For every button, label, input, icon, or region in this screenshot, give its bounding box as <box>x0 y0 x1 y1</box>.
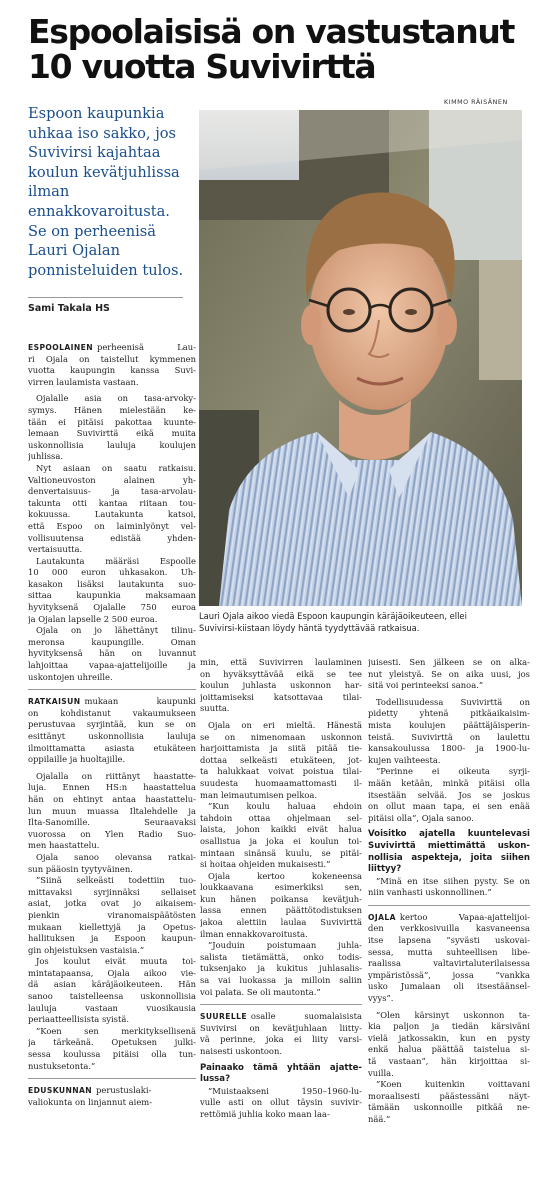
photo-caption <box>199 610 529 634</box>
paragraph-line: se on nimenomaan uskonnon <box>200 731 362 742</box>
paragraph-line: laista, johon kaikki eivät halua <box>200 824 362 835</box>
section-kicker: ESPOOLAINEN <box>28 343 93 352</box>
paragraph-line: ”Jouduin poistumaan juhla- <box>208 940 362 951</box>
kicker-continuation: kertoo Vapaa-ajattelijoi- <box>399 911 530 922</box>
paragraph-line: tahdoin ottaa ohjelmaan sel- <box>200 812 362 823</box>
paragraph-line: on ollut maan tapa, ei sen enää <box>368 801 530 812</box>
paragraph-line: sitä voi perinteeksi sanoa.” <box>368 680 484 691</box>
paragraph-line: vertaisuutta. <box>28 544 83 555</box>
interview-question-line: lussa? <box>200 1074 231 1085</box>
kicker-continuation: mukaan kaupunki <box>84 696 196 707</box>
paragraph-line: hyvityksensä hän on luvannut <box>28 648 196 659</box>
paragraph-line: usko Jumalaan oli itsestäänsel- <box>368 981 530 992</box>
paragraph-line: joittamiseksi katsottavaa tilai- <box>200 691 362 702</box>
paragraph-line: sa vai luokassa ja milloin saliin <box>200 975 362 986</box>
paragraph-line: tuksenjako ja kukitus juhlasalis- <box>200 963 362 974</box>
paragraph-line: uskonnollisia lauluja koulujen <box>28 439 196 450</box>
lead-line: Suvivirsi kajahtaa <box>28 144 161 162</box>
kicker-continuation: perustuslaki- <box>96 1085 152 1096</box>
paragraph-line: virren laulamista vastaan. <box>28 376 139 387</box>
paragraph-line: ri Ojala on taistellut kymmenen <box>28 353 196 364</box>
kicker-continuation: osalle suomalaisista <box>250 1011 362 1022</box>
caption-line: Suvivirsi-kiistaan löydy häntä tyydyttävää ratkaisua. <box>199 623 420 633</box>
paragraph-line: on hyväksyttävää eikä se tee <box>200 668 362 679</box>
paragraph-line: jakoa alettiin laulaa Suvivirttä <box>200 917 362 928</box>
paragraph-line: on kohdistanut vakaumukseen <box>28 707 196 718</box>
paragraph-line: ”Koen kuitenkin voittavani <box>376 1079 530 1090</box>
paragraph-line: ta halukkaat voivat poistua tilai- <box>200 766 362 777</box>
paragraph-line: lun muun muassa Iltalehdelle ja <box>28 805 196 816</box>
paragraph-line: esittänyt uskonnollisia lauluja <box>28 731 196 741</box>
paragraph-line: sun pääosin tyytyväinen. <box>28 863 133 874</box>
paragraph-line: mään ketään, minkä pitäisi olla <box>368 777 530 788</box>
section-kicker: EDUSKUNNAN <box>28 1086 92 1096</box>
lead-line: koulun kevätjuhlissa <box>28 163 180 181</box>
paragraph-line: ilmoittamatta asiasta etukäteen <box>28 742 196 753</box>
paragraph-line: sittaa kaupunkia maksamaan <box>28 590 196 601</box>
paragraph-line: dä asian käräjäoikeuteen. Hän <box>28 979 196 990</box>
paragraph-line: dottaa selkeästi etukäteen, jot- <box>200 754 362 765</box>
paragraph-line: ympäristössä”, jossa ”vankka <box>368 969 530 980</box>
paragraph-line: juisesti. Sen jälkeen se on alka- <box>368 657 530 667</box>
paragraph-line: että Espoo on laiminlyönyt vel- <box>28 520 196 531</box>
paragraph-line <box>368 912 530 924</box>
paragraph-line: kia paljon ja tiedän kärsiväni <box>368 1021 530 1032</box>
paragraph-line: hallituksen ja Espoon kaupun- <box>28 933 196 944</box>
paragraph-line: Ojala on eri mieltä. Hänestä <box>208 719 362 730</box>
section-kicker: RATKAISUN <box>28 697 81 707</box>
paragraph-line: si hoitaa ohjeiden mukaisesti.” <box>200 859 331 870</box>
paragraph-line: Todellisuudessa Suvivirttä on <box>376 696 530 707</box>
paragraph-line: itsestään selvää. Jos se joskus <box>368 789 530 800</box>
paragraph-line: nustuksetonta.” <box>28 1060 96 1071</box>
paragraph-line: vielä jatkossakin, kun en pysty <box>368 1032 530 1043</box>
paragraph-line: nää.” <box>368 1113 391 1124</box>
paragraph-line: man leimautumisen pelkoa. <box>200 789 318 800</box>
paragraph-line: mukaan kiellettyjä ja Opetus- <box>28 921 196 932</box>
headline <box>28 14 533 84</box>
paragraph-line: vuotta kaupungin kanssa Suvi- <box>28 365 196 376</box>
paragraph-line: niin vanhasti uskonnollinen.” <box>368 887 492 898</box>
byline: Sami Takala HS <box>28 303 110 314</box>
paragraph-line: harjoittamista ja siitä pitää tie- <box>200 743 362 754</box>
paragraph-line: mintaan sinänsä kuulu, se pitäi- <box>200 847 362 858</box>
lead-line: uhkaa iso sakko, jos <box>28 124 177 142</box>
interview-question-line: Voisitko ajatella kuuntelevasi <box>368 829 530 840</box>
paragraph-line: sessa, mutta suhteellisen libe- <box>368 946 530 957</box>
paragraph-line: oppilaille ja huoltajille. <box>28 754 126 765</box>
paragraph-line: den verkkosivuilla kasvaneensa <box>368 923 530 934</box>
paragraph-line: hän on ehtinyt antaa haastattelu- <box>28 793 196 804</box>
portrait-illustration <box>199 110 522 606</box>
paragraph-line: Ilta-Sanomille. Seuraavaksi <box>28 817 196 828</box>
lead-line: ponnisteluiden tulos. <box>28 261 184 279</box>
paragraph-line <box>28 696 196 708</box>
paragraph-line: kun hänen poikansa kevätjuh- <box>200 893 362 904</box>
paragraph-line: 10 000 euron uhkasakon. Uh- <box>28 567 196 578</box>
paragraph-line: periaatteellisista syistä. <box>28 1014 129 1025</box>
paragraph-line: denvertaisuus- ja tasa-arvolau- <box>28 486 196 497</box>
paragraph-line: vuorossa on Ylen Radio Suo- <box>28 828 196 839</box>
paragraph-line: osallistua ja joka ei koulun toi- <box>200 835 362 846</box>
paragraph-line: Ojalalla on riittänyt haastatte- <box>36 770 196 781</box>
paragraph-line: itse lapsena ”syvästi uskovai- <box>368 935 530 946</box>
paragraph-line: pienkin viranomaispäätösten <box>28 909 196 920</box>
paragraph-line: kokuussa. Lautakunta katsoi, <box>28 509 196 520</box>
interview-question-line: liittyy? <box>368 864 402 875</box>
paragraph-line <box>28 342 196 354</box>
paragraph-line: ”Siinä selkeästi todettiin tuo- <box>36 875 196 886</box>
byline-divider <box>28 297 183 298</box>
lead-paragraph <box>28 104 200 280</box>
paragraph-line: tä vastaan”, hän kirjoittaa si- <box>368 1056 530 1066</box>
paragraph-line: mittavaksi syrjinnäksi sellaiset <box>28 886 196 897</box>
paragraph-line: Ojala kertoo kokeneensa <box>208 870 362 881</box>
article-column-1 <box>28 342 196 1108</box>
paragraph-line: meronsa kaupungille. Oman <box>28 636 196 647</box>
paragraph-line: Valtioneuvoston alainen yh- <box>28 474 196 485</box>
lead-line: Se on perheenisä <box>28 222 156 240</box>
paragraph-line: enkä halua päättää taistelua si- <box>368 1044 530 1055</box>
paragraph-line: naisesti uskontoon. <box>200 1046 283 1056</box>
paragraph-line: gin ohjeistuksen vastaisia.” <box>28 944 145 955</box>
paragraph-line <box>28 1085 196 1097</box>
headline-line: Espoolaisisä on vastustanut <box>28 12 515 51</box>
section-kicker: SUURELLE <box>200 1012 247 1022</box>
paragraph-line: asiat, jotka ovat jo aikaisem- <box>28 898 196 909</box>
paragraph-line: moraalisesti päästessäni näyt- <box>368 1090 530 1101</box>
paragraph-line: mista koulujen päättäjäisperin- <box>368 719 530 730</box>
paragraph-line: kansakoulussa 1800- ja 1900-lu- <box>368 743 530 754</box>
paragraph-line: teistä. Suvivirttä on laulettu <box>368 731 530 742</box>
paragraph-line: Ojalalle asia on tasa-arvoky- <box>36 393 196 404</box>
interview-question-line: Painaako tämä yhtään ajatte- <box>200 1062 362 1073</box>
lead-line: Lauri Ojalan <box>28 242 121 260</box>
paragraph-line: rettömiä juhlia koko maan laa- <box>200 1108 330 1119</box>
paragraph-line: valiokunta on linjannut aiem- <box>28 1096 153 1107</box>
paragraph-line: min, että Suvivirren laulaminen <box>200 657 362 667</box>
paragraph-line: Nyt asiaan on saatu ratkaisu. <box>36 462 196 473</box>
paragraph-line: pidetty yhtenä pitkäaikaisim- <box>368 708 530 719</box>
caption-line: Lauri Ojala aikoo viedä Espoon kaupungin käräjäoikeuteen, ellei <box>199 611 467 621</box>
paragraph-line: suudesta huomaamattomasti il- <box>200 777 362 788</box>
paragraph-line: koulun juhlasta uskonnon har- <box>200 680 362 691</box>
paragraph-line: ”Olen kärsinyt uskonnon ta- <box>376 1009 530 1020</box>
paragraph-line: kujen vaihteesta. <box>368 754 441 765</box>
headline-line: 10 vuotta Suvivirttä <box>28 47 376 86</box>
paragraph-line: loukkaavana esimerkiksi sen, <box>200 882 362 893</box>
lead-line: Espoon kaupunkia <box>28 105 165 122</box>
section-divider <box>28 689 196 696</box>
paragraph-line: raalissa valtavirtaluterilaisessa <box>368 958 530 969</box>
paragraph-line: ja tärkeänä. Opetuksen julki- <box>28 1037 196 1048</box>
article-column-2 <box>200 657 362 1121</box>
paragraph-line: ja Ojalan lapselle 2 500 euroa. <box>28 613 158 624</box>
paragraph-line: Lautakunta määräsi Espoolle <box>36 555 196 566</box>
paragraph-line: ”Koen sen merkityksellisenä <box>36 1025 196 1036</box>
paragraph-line: men haastattelu. <box>28 840 100 851</box>
paragraph-line: ”Muistaakseni 1950–1960-lu- <box>208 1085 362 1096</box>
paragraph-line: Ojala on jo lähettänyt tilinu- <box>36 625 196 636</box>
paragraph-line: Ojala sanoo olevansa ratkai- <box>36 851 196 862</box>
paragraph-line: voi palata. Se oli mautonta.” <box>200 986 321 997</box>
paragraph-line: ”Kun koulu haluaa ehdoin <box>208 801 362 812</box>
paragraph-line <box>200 1011 362 1023</box>
portrait-photo <box>199 110 522 606</box>
paragraph-line: salista tietämättä, onko todis- <box>200 951 362 962</box>
interview-question-line: Suvivirttä miettimättä uskon- <box>368 840 530 851</box>
paragraph-line: juhlissa. <box>28 451 63 462</box>
paragraph-line: tämään uskonnoille pitkää ne- <box>368 1102 530 1113</box>
paragraph-line: vyys”. <box>368 993 394 1004</box>
paragraph-line: ilman ennakkovaroitusta. <box>200 928 308 939</box>
paragraph-line: tään ei pitäisi pakottaa kuunte- <box>28 416 196 427</box>
paragraph-line: kasakon lisäksi lautakunta suo- <box>28 578 196 589</box>
paragraph-line: lauluja vastaan vuosikausia <box>28 1002 196 1013</box>
paragraph-line: sanoo taistelleensa uskonnollisia <box>28 991 196 1002</box>
paragraph-line: lemaan Suvivirttä eikä muita <box>28 428 196 439</box>
paragraph-line: uskontojen uhreille. <box>28 671 113 682</box>
paragraph-line: symys. Hänen mielestään ke- <box>28 404 196 415</box>
section-divider <box>28 1078 196 1085</box>
paragraph-line: nut yleistyä. Se on aika uusi, jos <box>368 668 530 679</box>
paragraph-line: ”Minä en itse siihen pysty. Se on <box>376 875 530 886</box>
paragraph-line: ”Perinne ei oikeuta syrji- <box>376 766 530 777</box>
paragraph-line: pitäisi olla”, Ojala sanoo. <box>368 812 474 823</box>
kicker-continuation: perheenisä Lau- <box>96 342 196 352</box>
section-divider <box>368 905 530 912</box>
lead-line: ennakkovaroitusta. <box>28 202 170 220</box>
paragraph-line: lahjoittaa vapaa-ajattelijoille ja <box>28 660 196 671</box>
paragraph-line: sessa koulussa pitäisi olla tun- <box>28 1049 196 1060</box>
paragraph-line: vollisuutensa edistää yhden- <box>28 532 196 543</box>
lead-line: ilman <box>28 183 70 201</box>
paragraph-line: lassa ennen päättötodistuksen <box>200 905 362 916</box>
interview-question-line: nollisia aspekteja, joita siihen <box>368 852 530 863</box>
paragraph-line: takunta otti kantaa riitaan tou- <box>28 497 196 508</box>
section-kicker: OJALA <box>368 912 396 922</box>
paragraph-line: vuilla. <box>368 1067 394 1078</box>
paragraph-line: hyvityksenä Ojalalle 750 euroa <box>28 602 196 613</box>
paragraph-line: suutta. <box>200 703 230 714</box>
paragraph-line: Jos koulut eivät muuta toi- <box>36 956 196 967</box>
paragraph-line: luja. Ennen HS:n haastattelua <box>28 782 196 793</box>
section-divider <box>200 1004 362 1011</box>
article-column-3 <box>368 657 530 1126</box>
paragraph-line: mintatapaansa, Ojala aikoo vie- <box>28 967 196 978</box>
paragraph-line: vä perinne, joka ei liity varsi- <box>200 1034 362 1045</box>
paragraph-line: Suvivirsi on kevätjuhlaan liitty- <box>200 1022 362 1033</box>
paragraph-line: perustuvaa syrjintää, kun se on <box>28 719 196 730</box>
paragraph-line: vulle asti on ollut täysin suvivir- <box>200 1097 362 1108</box>
photo-credit: KIMMO RÄISÄNEN <box>444 98 508 106</box>
